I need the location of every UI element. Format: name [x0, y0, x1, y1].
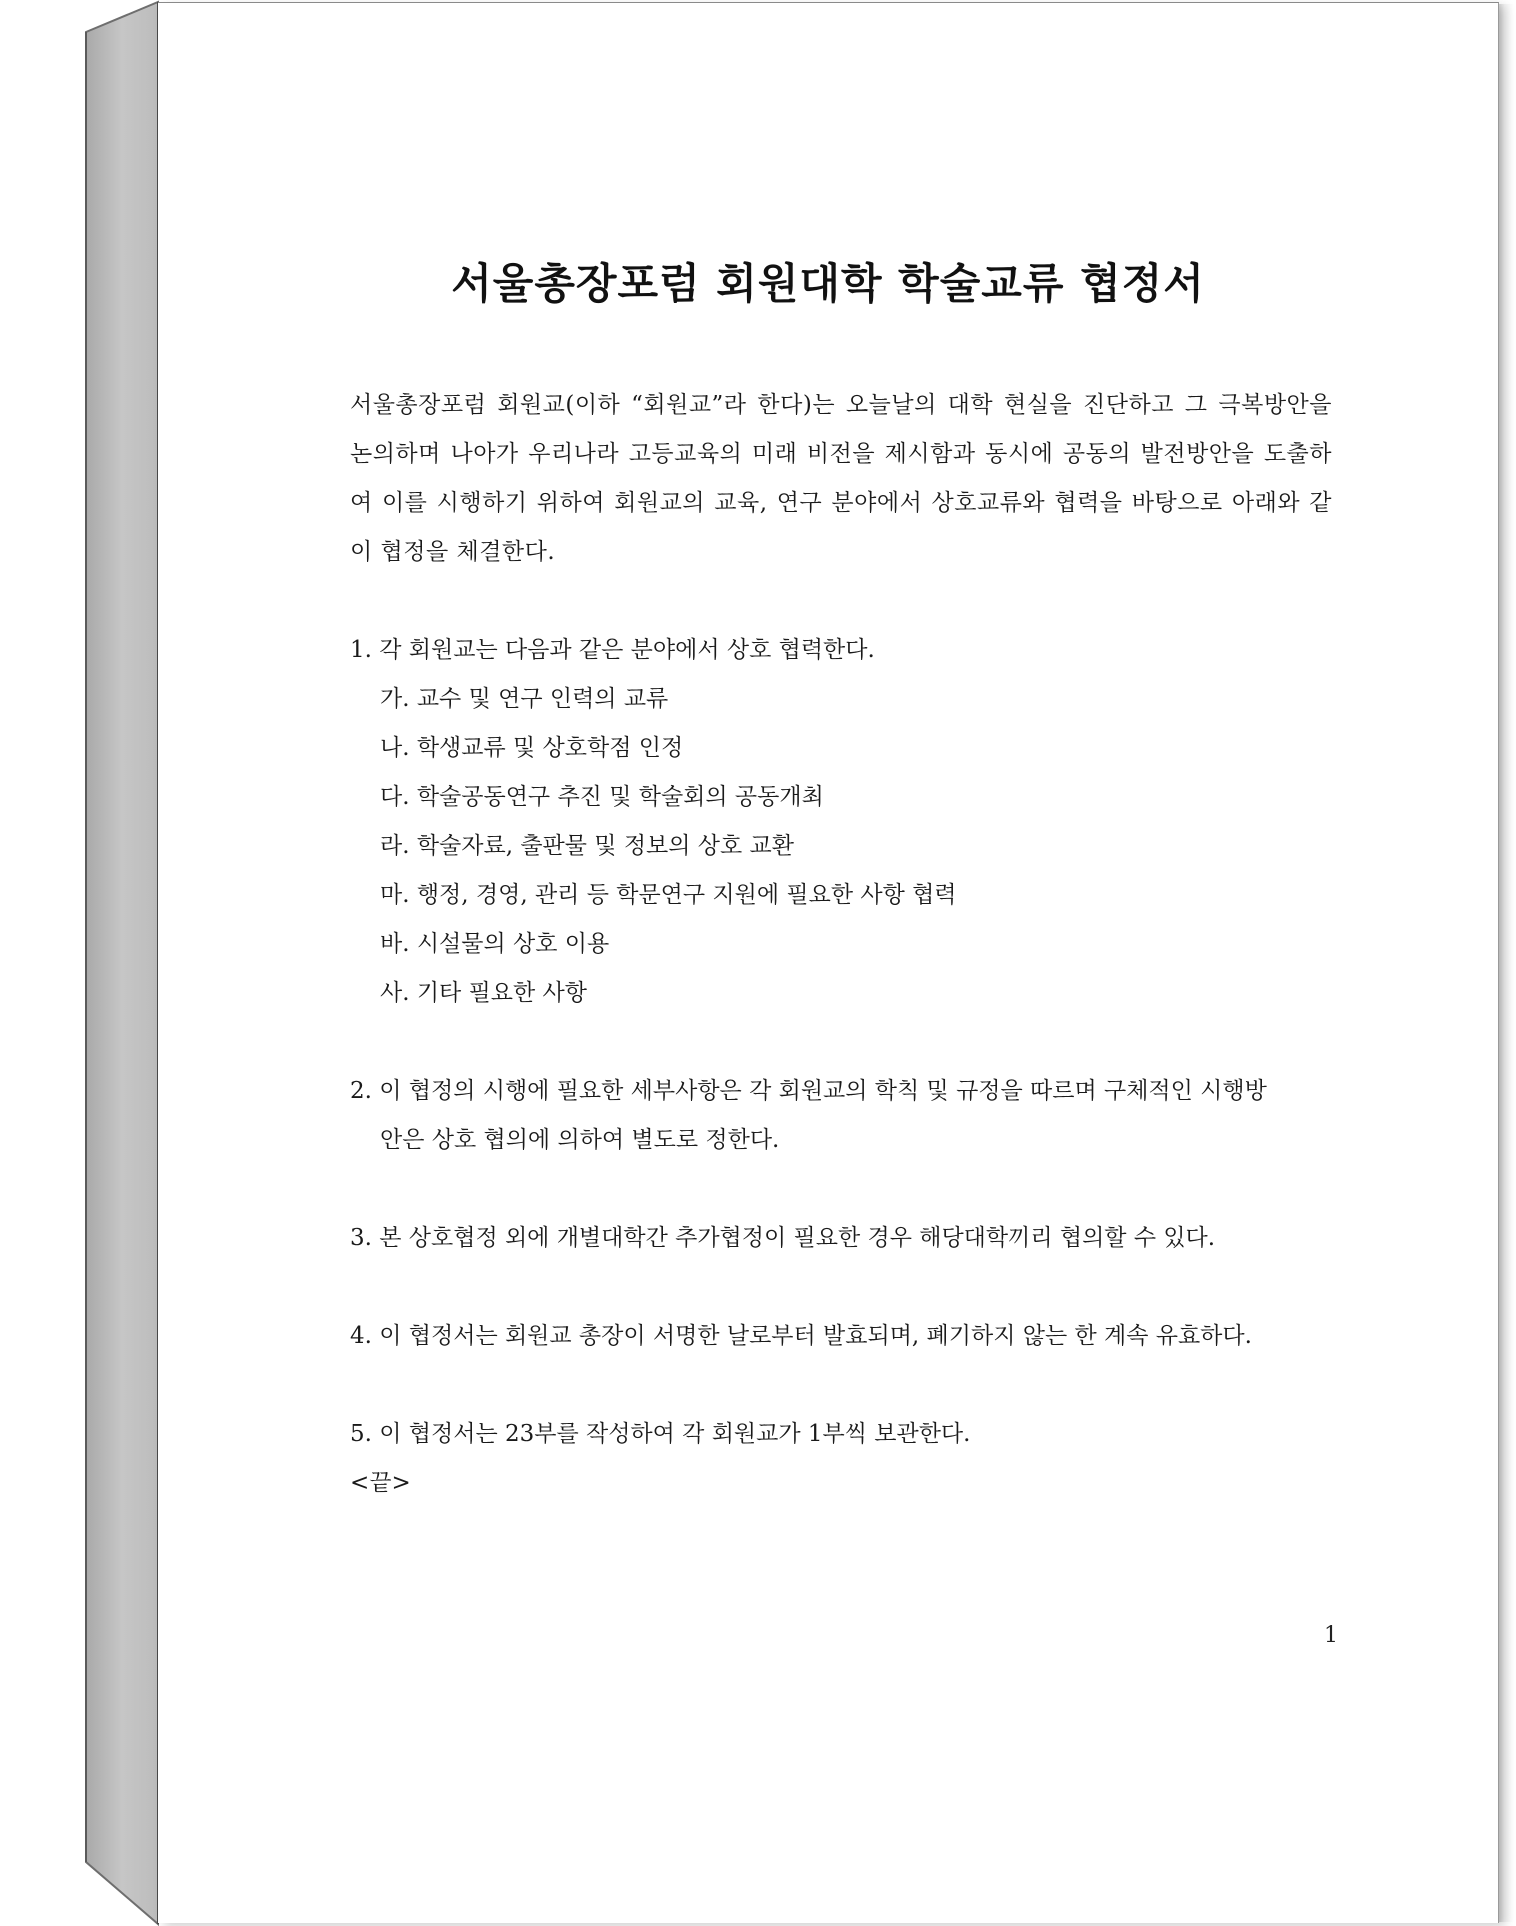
article-3-text: 3. 본 상호협정 외에 개별대학간 추가협정이 필요한 경우 해당대학끼리 협의할 수 있다. [350, 1225, 1216, 1251]
article-1-item: 가. 교수 및 연구 인력의 교류 [380, 686, 669, 712]
document-body [350, 381, 1332, 1508]
page-number: 1 [1324, 1623, 1338, 1648]
document-page [158, 2, 1499, 1923]
article-2-line-1: 2. 이 협정의 시행에 필요한 세부사항은 각 회원교의 학칙 및 규정을 따르며 구체적인 시행방 [350, 1078, 1267, 1104]
page-right-edge [1498, 4, 1514, 1922]
article-1-item: 마. 행정, 경영, 관리 등 학문연구 지원에 필요한 사항 협력 [380, 882, 957, 908]
article-1-item: 나. 학생교류 및 상호학점 인정 [380, 735, 684, 761]
article-1-item: 다. 학술공동연구 추진 및 학술회의 공동개최 [380, 784, 824, 810]
end-mark: <끝> [350, 1470, 411, 1496]
article-1-item: 바. 시설물의 상호 이용 [380, 931, 610, 957]
book-side-face [0, 0, 160, 1926]
article-1 [350, 626, 1332, 1018]
article-2-line-2: 안은 상호 협의에 의하여 별도로 정한다. [380, 1127, 780, 1153]
book-side-graphic [0, 0, 160, 1926]
article-3 [350, 1214, 1332, 1263]
article-5-text: 5. 이 협정서는 23부를 작성하여 각 회원교가 1부씩 보관한다. [350, 1421, 971, 1447]
document-title: 서울총장포럼 회원대학 학술교류 협정서 [451, 259, 1205, 308]
article-5 [350, 1410, 1332, 1508]
article-4-text: 4. 이 협정서는 회원교 총장이 서명한 날로부터 발효되며, 폐기하지 않는 한 계속 유효하다. [350, 1323, 1252, 1349]
article-1-text: 1. 각 회원교는 다음과 같은 분야에서 상호 협력한다. [350, 637, 875, 663]
article-2 [350, 1067, 1332, 1165]
article-4 [350, 1312, 1332, 1361]
article-1-item: 사. 기타 필요한 사항 [380, 980, 587, 1006]
article-1-item: 라. 학술자료, 출판물 및 정보의 상호 교환 [380, 833, 794, 859]
preamble-paragraph: 서울총장포럼 회원교(이하 “회원교”라 한다)는 오늘날의 대학 현실을 진단하고 그 극복방안을 논의하며 나아가 우리나라 고등교육의 미래 비전을 제시함과 동시에 공동의 발전방안을 도출하여 이를 시행하기 위하여 회원교의 교육, 연구 분야에서 상호교류와 협력을 바탕으로 아래와 같이 협정을 체결한다. [350, 392, 1332, 565]
